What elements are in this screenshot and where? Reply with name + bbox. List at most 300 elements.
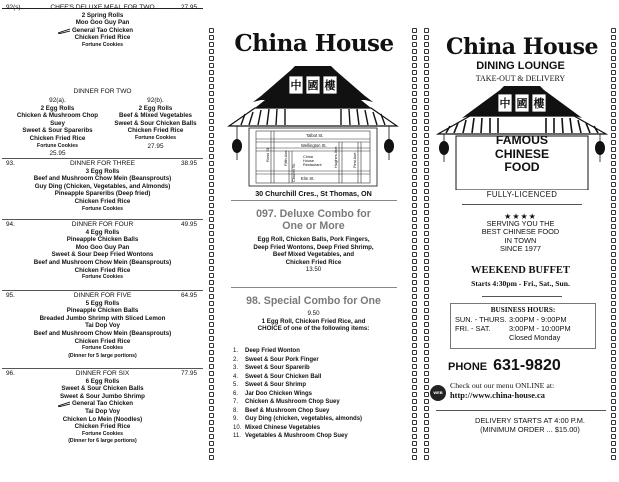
border-bead xyxy=(412,126,417,131)
menu-item: Sweet & Sour Chicken Balls xyxy=(61,385,144,393)
border-bead xyxy=(611,364,616,369)
border-bead xyxy=(412,105,417,110)
menu-item: Chicken Fried Rice xyxy=(285,258,342,266)
border-bead xyxy=(412,70,417,75)
closed-day: Closed Monday xyxy=(509,333,561,342)
border-bead xyxy=(424,336,429,341)
border-bead xyxy=(424,308,429,313)
menu-item: Sweet & Sour Chicken Balls xyxy=(114,119,197,127)
menu-item: Chicken & Mushroom Chop Suey xyxy=(16,112,99,127)
border-bead xyxy=(412,133,417,138)
menu-item: 4 Egg Rolls xyxy=(85,228,120,236)
divider xyxy=(2,368,203,369)
border-bead xyxy=(209,49,214,54)
list-item: 4. Sweet & Sour Chicken Ball xyxy=(233,373,322,380)
menu-item: Tai Dop Voy xyxy=(85,322,120,330)
border-bead xyxy=(209,35,214,40)
border-bead xyxy=(424,105,429,110)
restaurant-address: 30 Churchill Cres., St Thomas, ON xyxy=(255,189,372,198)
menu-item: Chicken Fried Rice xyxy=(74,266,131,274)
border-bead xyxy=(412,154,417,159)
svg-text:House: House xyxy=(303,159,314,163)
border-bead xyxy=(424,42,429,47)
border-bead xyxy=(209,427,214,432)
border-bead xyxy=(209,91,214,96)
border-bead xyxy=(209,119,214,124)
border-bead xyxy=(611,203,616,208)
border-bead xyxy=(209,140,214,145)
section-price: 38.95 xyxy=(181,160,197,167)
border-bead xyxy=(412,455,417,460)
divider xyxy=(436,410,606,411)
border-bead xyxy=(611,119,616,124)
menu-item: Breaded Jumbo Shrimp with Sliced Lemon xyxy=(39,314,166,322)
border-bead xyxy=(424,441,429,446)
svg-text:樓: 樓 xyxy=(533,97,545,110)
border-bead xyxy=(424,378,429,383)
border-bead xyxy=(424,203,429,208)
combo-98-choice-list xyxy=(233,347,413,441)
menu-item: Chicken Fried Rice xyxy=(74,423,131,431)
combo-97-title: 097. Deluxe Combo for One or More xyxy=(256,208,371,232)
border-bead xyxy=(611,28,616,33)
svg-text:樓: 樓 xyxy=(324,79,336,92)
section-number: 94. xyxy=(6,221,15,228)
border-bead xyxy=(209,63,214,68)
border-bead xyxy=(412,336,417,341)
border-bead xyxy=(424,385,429,390)
map-street-label: First Ave. xyxy=(352,151,357,168)
menu-item: 2 Egg Rolls xyxy=(40,104,75,112)
border-bead xyxy=(412,28,417,33)
menu-note: Fortune Cookies xyxy=(82,205,123,212)
menu-note: Fortune Cookies xyxy=(82,274,123,281)
border-bead xyxy=(611,140,616,145)
border-bead xyxy=(424,35,429,40)
svg-text:國: 國 xyxy=(516,97,528,110)
border-bead xyxy=(611,126,616,131)
border-bead xyxy=(412,168,417,173)
border-bead xyxy=(611,105,616,110)
border-bead xyxy=(424,259,429,264)
menu-item: Guy Ding (Chicken, Vegetables, and Almonds) xyxy=(34,182,171,190)
menu-item: Chicken Lo Mein (Noodles) xyxy=(62,415,143,423)
globe-icon: WEB xyxy=(430,385,446,401)
menu-item: Moo Goo Guy Pan xyxy=(75,19,130,27)
svg-text:中: 中 xyxy=(499,97,511,110)
border-bead xyxy=(424,98,429,103)
section-title: DINNER FOR THREE xyxy=(69,160,136,167)
border-bead xyxy=(412,140,417,145)
border-bead xyxy=(424,420,429,425)
border-bead xyxy=(424,196,429,201)
border-bead xyxy=(412,147,417,152)
border-bead xyxy=(209,175,214,180)
menu-section-dinner-for-two xyxy=(0,88,205,158)
menu-item: CHOICE of one of the following items: xyxy=(257,325,370,333)
border-bead xyxy=(209,399,214,404)
border-bead xyxy=(412,98,417,103)
business-hours-box xyxy=(450,303,596,349)
menu-item: Chicken Fried Rice xyxy=(74,337,131,345)
svg-text:Restaurant: Restaurant xyxy=(303,163,322,167)
border-bead xyxy=(424,161,429,166)
border-bead xyxy=(412,287,417,292)
list-item: 11. Vegetables & Mushroom Chop Suey xyxy=(233,433,348,439)
border-bead xyxy=(424,301,429,306)
menu-panel-cover xyxy=(422,0,619,482)
list-item: 8. Beef & Mushroom Chop Suey xyxy=(233,407,330,414)
border-bead xyxy=(611,427,616,432)
border-bead xyxy=(611,175,616,180)
border-bead xyxy=(412,56,417,61)
svg-text:國: 國 xyxy=(307,79,319,92)
divider xyxy=(2,290,203,291)
chopsticks-icon xyxy=(58,28,70,34)
headline-famous-chinese-food: FAMOUS CHINESE FOOD xyxy=(494,133,550,174)
list-item: 9. Guy Ding (chicken, vegetables, almonds) xyxy=(233,416,363,422)
border-bead xyxy=(611,441,616,446)
weekend-buffet-time: Starts 4:30pm - Fri., Sat., Sun. xyxy=(471,279,570,288)
border-bead xyxy=(611,259,616,264)
divider xyxy=(2,158,203,159)
list-item: 6. Jar Doo Chicken Wings xyxy=(233,390,312,397)
border-bead xyxy=(412,112,417,117)
border-bead xyxy=(209,448,214,453)
border-bead xyxy=(412,84,417,89)
pagoda-roof-icon xyxy=(225,62,401,188)
section-title: CHEF'S DELUXE MEAL FOR TWO xyxy=(50,4,155,11)
border-bead xyxy=(412,49,417,54)
border-bead xyxy=(424,315,429,320)
border-bead xyxy=(424,364,429,369)
border-bead xyxy=(209,77,214,82)
border-bead xyxy=(611,455,616,460)
section-price: 27.95 xyxy=(147,142,164,150)
divider xyxy=(231,200,397,201)
border-bead xyxy=(611,357,616,362)
section-number: 92(a). xyxy=(49,97,66,104)
border-bead xyxy=(424,294,429,299)
map-street-label: Hughes Ave. xyxy=(333,145,338,168)
menu-item: Beef and Mushroom Chow Mein (Beansprouts) xyxy=(33,175,172,183)
menu-section-96 xyxy=(0,370,205,446)
menu-note: Fortune Cookies xyxy=(82,41,123,48)
border-bead xyxy=(611,133,616,138)
menu-section-94 xyxy=(0,221,205,282)
border-bead xyxy=(209,455,214,460)
border-bead xyxy=(209,406,214,411)
border-bead xyxy=(424,322,429,327)
border-bead xyxy=(611,308,616,313)
border-bead xyxy=(611,182,616,187)
business-hours-title: BUSINESS HOURS: xyxy=(490,306,556,314)
border-bead xyxy=(611,371,616,376)
website-link[interactable]: http://www.china-house.ca xyxy=(450,390,545,400)
menu-item: Fortune Cookies xyxy=(82,430,123,437)
menu-item: Sweet & Sour Jumbo Shrimp xyxy=(60,392,145,400)
border-bead xyxy=(209,441,214,446)
border-bead xyxy=(412,35,417,40)
brand-subtitle: DINING LOUNGE xyxy=(476,60,565,72)
border-bead xyxy=(412,182,417,187)
menu-item: 1 Egg Roll, Chicken Fried Rice, and xyxy=(261,317,366,325)
border-bead xyxy=(611,98,616,103)
border-bead xyxy=(209,84,214,89)
divider xyxy=(2,219,203,220)
combo-98-title: 98. Special Combo for One xyxy=(246,295,381,307)
menu-item: Chicken Fried Rice xyxy=(127,127,184,135)
menu-item: General Tao Chicken xyxy=(0,27,205,35)
border-bead xyxy=(424,350,429,355)
border-bead xyxy=(412,77,417,82)
border-bead xyxy=(611,161,616,166)
menu-note: (Dinner for 5 large portions) xyxy=(68,352,137,359)
menu-note: (Dinner for 6 large portions) xyxy=(68,438,137,445)
map-street-label: Fifth Ave. xyxy=(283,149,288,166)
divider xyxy=(482,296,562,297)
map-street-label: Elm St. xyxy=(301,176,315,181)
border-bead xyxy=(412,119,417,124)
border-bead xyxy=(424,49,429,54)
border-bead xyxy=(209,161,214,166)
border-bead xyxy=(209,434,214,439)
border-bead xyxy=(209,343,214,348)
menu-item: Beef & Mixed Vegetables xyxy=(119,112,192,120)
menu-section-93 xyxy=(0,160,205,213)
menu-note: Fortune Cookies xyxy=(135,134,176,141)
border-bead xyxy=(611,448,616,453)
border-bead xyxy=(611,336,616,341)
border-bead xyxy=(611,168,616,173)
section-number: 96. xyxy=(6,370,15,377)
border-bead xyxy=(209,287,214,292)
border-bead xyxy=(424,147,429,152)
border-bead xyxy=(424,343,429,348)
menu-item: Moo Goo Guy Pan xyxy=(75,243,130,251)
menu-column-92b xyxy=(108,97,203,150)
border-bead xyxy=(611,91,616,96)
lantern-icon xyxy=(232,126,242,160)
border-bead xyxy=(412,280,417,285)
border-bead xyxy=(611,196,616,201)
border-bead xyxy=(209,168,214,173)
menu-item: Beef Mixed Vegetables, and xyxy=(272,251,355,259)
map-restaurant-label: China xyxy=(303,155,313,159)
border-bead xyxy=(424,112,429,117)
border-bead xyxy=(424,406,429,411)
border-bead xyxy=(424,168,429,173)
border-bead xyxy=(209,392,214,397)
border-bead xyxy=(209,133,214,138)
border-bead xyxy=(209,350,214,355)
border-bead xyxy=(209,182,214,187)
list-item: 10. Mixed Chinese Vegetables xyxy=(233,424,321,431)
border-bead xyxy=(611,154,616,159)
border-bead xyxy=(611,301,616,306)
online-menu-note: Check out our menu ONLINE at: http://www.china-house.ca xyxy=(450,381,619,400)
chopsticks-icon xyxy=(58,401,70,407)
border-bead xyxy=(412,161,417,166)
border-bead xyxy=(209,98,214,103)
divider xyxy=(462,204,582,205)
border-bead xyxy=(611,84,616,89)
menu-item: General Tao Chicken xyxy=(0,400,205,408)
menu-item: Pineapple Chicken Balls xyxy=(66,307,139,315)
border-bead xyxy=(412,448,417,453)
border-bead xyxy=(412,63,417,68)
hours-row: SUN. - THURS. 3:00PM - 9:00PM xyxy=(455,315,567,324)
section-title: DINNER FOR FOUR xyxy=(71,221,134,228)
border-bead xyxy=(424,434,429,439)
border-bead xyxy=(209,28,214,33)
menu-item: Beef and Mushroom Chow Mein (Beansprouts) xyxy=(33,329,172,337)
border-bead xyxy=(412,91,417,96)
section-title: DINNER FOR TWO xyxy=(73,88,132,95)
menu-item: Pineapple Chicken Balls xyxy=(66,236,139,244)
menu-item: Deep Fried Wontons, Deep Fried Shrimp, xyxy=(253,243,374,251)
border-bead xyxy=(611,434,616,439)
weekend-buffet-title: WEEKEND BUFFET xyxy=(471,265,570,276)
border-bead xyxy=(209,378,214,383)
border-bead xyxy=(424,119,429,124)
border-bead xyxy=(424,413,429,418)
border-bead xyxy=(424,140,429,145)
svg-text:中: 中 xyxy=(290,79,302,92)
licence-badge: FULLY-LICENCED xyxy=(486,190,558,199)
list-item: 2. Sweet & Sour Pork Finger xyxy=(233,356,319,363)
combo-98-description xyxy=(213,310,414,333)
border-bead xyxy=(209,154,214,159)
menu-item: Chicken Fried Rice xyxy=(74,197,131,205)
border-bead xyxy=(209,280,214,285)
section-number: 92(b). xyxy=(147,97,164,104)
border-bead xyxy=(412,175,417,180)
border-bead xyxy=(424,189,429,194)
border-bead xyxy=(209,413,214,418)
menu-item: 2 Spring Rolls xyxy=(81,11,124,19)
section-number: 95. xyxy=(6,292,15,299)
border-bead xyxy=(611,315,616,320)
delivery-info: DELIVERY STARTS AT 4:00 P.M. (MINIMUM ORDER ... $15.00) xyxy=(475,416,585,434)
border-bead xyxy=(424,154,429,159)
border-bead xyxy=(209,357,214,362)
star-rating: ★★★★ xyxy=(504,212,537,221)
border-bead xyxy=(424,427,429,432)
phone-number: PHONE 631-9820 xyxy=(448,357,561,374)
border-bead xyxy=(611,322,616,327)
map-street-label: Talbot St. xyxy=(306,133,324,138)
combo-98-price: 9.50 xyxy=(307,310,320,317)
border-bead xyxy=(424,448,429,453)
list-item: 7. Chicken & Mushroom Chop Suey xyxy=(233,399,340,405)
border-bead xyxy=(209,420,214,425)
menu-note: Fortune Cookies xyxy=(37,142,78,149)
list-item: 3. Sweet & Sour Sparerib xyxy=(233,365,310,371)
combo-97-price: 13.50 xyxy=(305,266,322,274)
list-item: 5. Sweet & Sour Shrimp xyxy=(233,382,307,388)
section-price: 25.95 xyxy=(49,150,66,158)
menu-section-92s xyxy=(0,4,205,50)
border-bead xyxy=(209,112,214,117)
hours-row: FRI. - SAT. 3:00PM - 10:00PM xyxy=(455,324,571,333)
border-bead xyxy=(209,56,214,61)
section-price: 27.95 xyxy=(181,4,197,11)
border-bead xyxy=(611,112,616,117)
section-title: DINNER FOR FIVE xyxy=(73,292,132,299)
border-bead xyxy=(611,189,616,194)
brand-logo-text: China House xyxy=(234,30,394,57)
menu-item: Egg Roll, Chicken Balls, Pork Fingers, xyxy=(257,236,370,243)
menu-column-92a xyxy=(10,97,105,158)
map-street-label: Wellington St. xyxy=(301,143,327,148)
border-bead xyxy=(209,385,214,390)
border-bead xyxy=(611,343,616,348)
border-bead xyxy=(209,336,214,341)
section-number: 93. xyxy=(6,160,15,167)
border-bead xyxy=(611,329,616,334)
menu-item: 5 Egg Rolls xyxy=(85,299,120,307)
divider xyxy=(231,287,397,288)
menu-item: Chicken Fried Rice xyxy=(29,134,86,142)
border-bead xyxy=(611,147,616,152)
border-bead xyxy=(424,371,429,376)
border-bead xyxy=(209,364,214,369)
border-bead xyxy=(611,413,616,418)
border-bead xyxy=(424,399,429,404)
section-price: 49.95 xyxy=(181,221,197,228)
border-bead xyxy=(412,441,417,446)
border-bead xyxy=(424,357,429,362)
border-bead xyxy=(209,42,214,47)
border-bead xyxy=(424,126,429,131)
menu-item: Fortune Cookies xyxy=(82,345,123,352)
brand-logo-text: China House xyxy=(445,34,599,60)
border-bead xyxy=(611,350,616,355)
menu-item: Beef and Mushroom Chow Mein (Beansprouts) xyxy=(33,258,172,266)
border-bead xyxy=(209,105,214,110)
border-bead xyxy=(209,126,214,131)
menu-item: Tai Dop Voy xyxy=(85,407,120,415)
map-street-label: Church St. xyxy=(291,163,296,182)
section-price: 64.95 xyxy=(181,292,197,299)
section-number: 92(s). xyxy=(6,4,23,11)
brand-tagline: TAKE-OUT & DELIVERY xyxy=(475,74,566,83)
menu-item: Pineapple Spareribs (Deep fried) xyxy=(54,190,151,198)
border-bead xyxy=(209,147,214,152)
menu-item: 3 Egg Rolls xyxy=(85,167,120,175)
border-bead xyxy=(424,455,429,460)
section-price: 77.95 xyxy=(181,370,197,377)
menu-item: Chicken Fried Rice xyxy=(74,34,131,42)
combo-97-description xyxy=(213,236,414,274)
border-bead xyxy=(424,392,429,397)
border-bead xyxy=(424,182,429,187)
border-bead xyxy=(424,84,429,89)
border-bead xyxy=(209,371,214,376)
border-bead xyxy=(611,420,616,425)
border-bead xyxy=(611,294,616,299)
map-street-label: Ross St. xyxy=(265,146,270,162)
tagline-since-1977: SERVING YOU THE BEST CHINESE FOOD IN TOWN SINCE 1977 xyxy=(481,219,560,254)
list-item: 1. Deep Fried Wonton xyxy=(233,348,300,354)
menu-item: 2 Egg Rolls xyxy=(138,104,173,112)
menu-panel-combos xyxy=(207,0,420,482)
menu-panel-family-dinners xyxy=(0,0,205,482)
border-bead xyxy=(209,70,214,75)
menu-item: Sweet & Sour Spareribs xyxy=(22,127,93,135)
border-bead xyxy=(424,329,429,334)
